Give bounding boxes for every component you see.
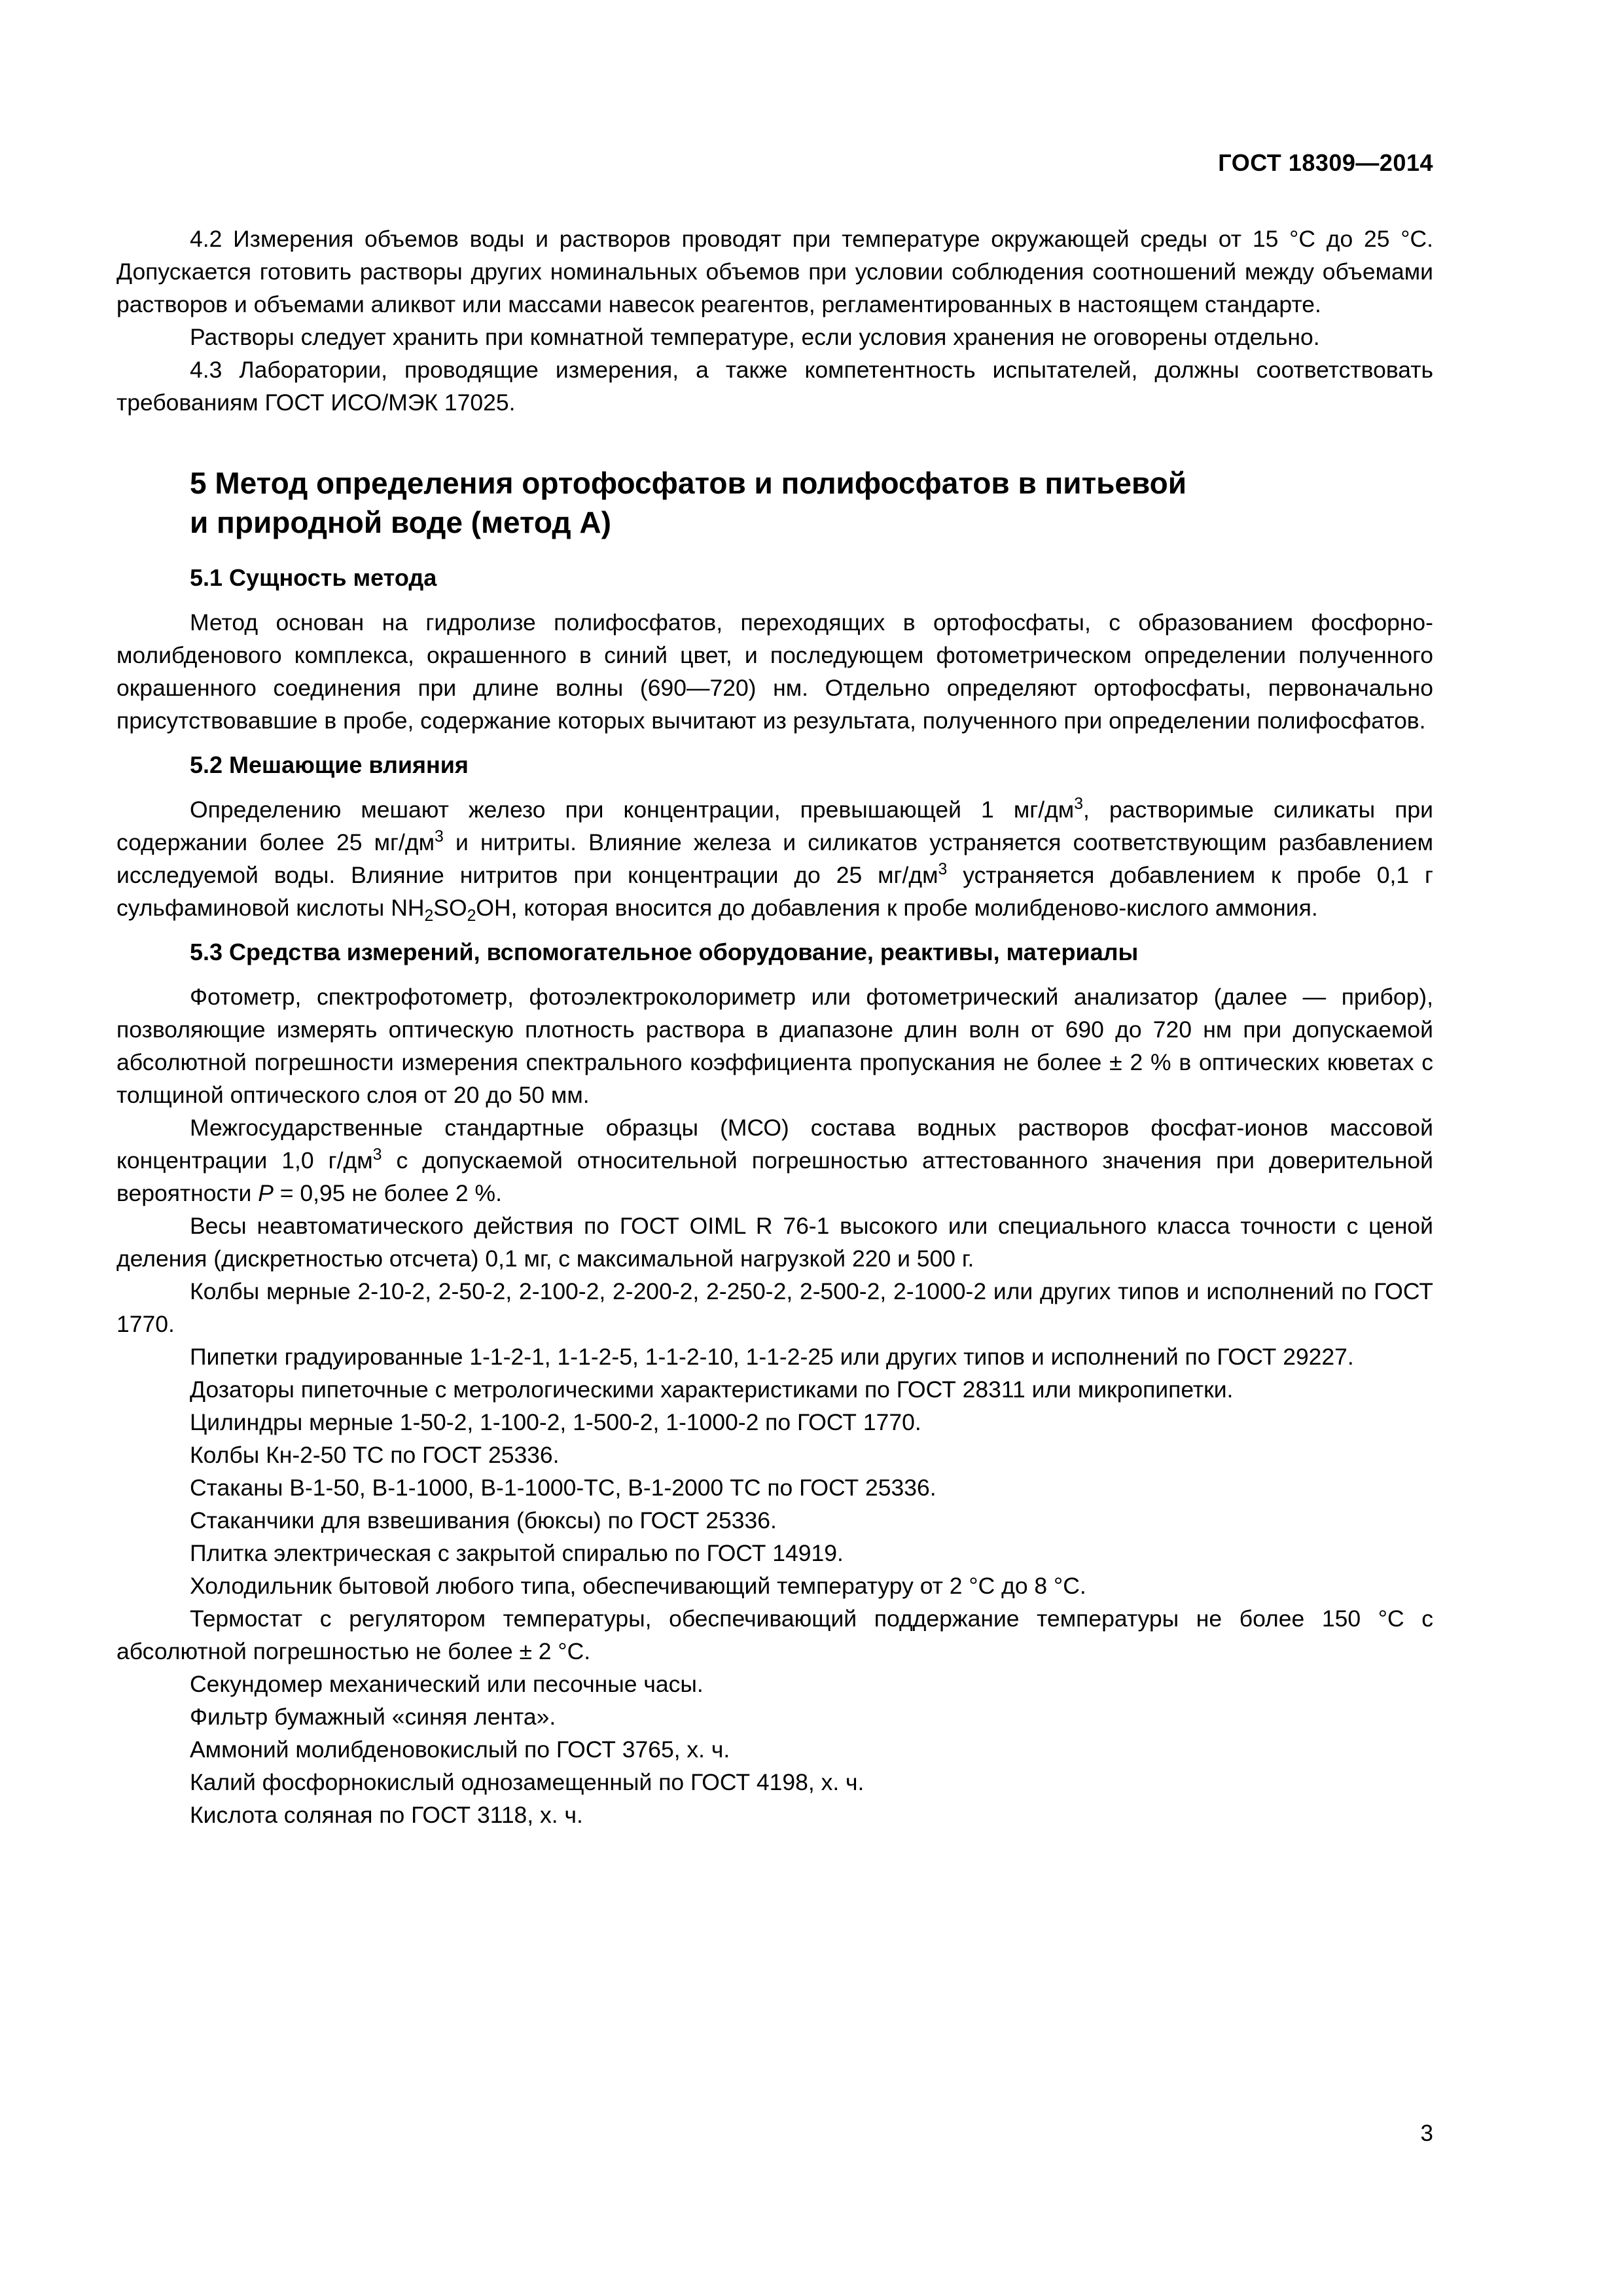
page-number: 3 (1420, 2121, 1433, 2146)
item-cylinders: Цилиндры мерные 1-50-2, 1-100-2, 1-500-2, 1-1000-2 по ГОСТ 1770. (190, 1409, 921, 1435)
item-photometer: Фотометр, спектрофотометр, фотоэлектроколориметр или фотометрический анализатор (далее — прибор), позволяющие измерять оптическую плотность раствора в диапазоне длин волн от 690 до 720 нм при допускаемой абсолютной погрешности измерения спектрального коэффициента пропускания не более ± 2 % в оптических кюветах с толщиной оптического слоя от 20 до 50 мм. (116, 984, 1433, 1108)
section-5-title (116, 463, 1433, 542)
document-header: ГОСТ 18309—2014 (1218, 149, 1433, 176)
section-5-3-title: 5.3 Средства измерений, вспомогательное оборудование, реактивы, материалы (190, 939, 1139, 965)
section-5-1-title: 5.1 Сущность метода (190, 564, 437, 591)
section-5-2-text: Определению мешают железо при концентрации, превышающей 1 $мг/дм^3$, растворимые силикаты при содержании более 25 $мг/дм^3$ и нитриты. Влияние железа и силикатов устраняется соответствующим разбавлением исследуемой воды. Влияние нитритов при концентрации до 25 $мг/дм^3$ устраняется добавлением к пробе 0,1 г сульфаминовой кислоты $NH_2SO_2OH$, которая вносится до добавления к пробе молибденово-кислого аммония. (116, 795, 1434, 925)
section-5-title-line1: 5 Метод определения ортофосфатов и полифосфатов в питьевой (190, 466, 1187, 500)
paragraph-4-2: 4.2 Измерения объемов воды и растворов проводят при температуре окружающей среды от 15 °С до 25 °С. Допускается готовить растворы других номинальных объемов при условии соблюдения соотношений между объемами растворов и объемами аликвот или массами навесок реагентов, регламентированных в настоящем стандарте. (116, 226, 1433, 317)
item-kn-flasks: Колбы Кн-2-50 ТС по ГОСТ 25336. (190, 1442, 560, 1468)
section-5-title-line2: и природной воде (метод А) (190, 505, 611, 539)
item-stopwatch: Секундомер механический или песочные часы. (190, 1671, 704, 1697)
item-filter: Фильтр бумажный «синяя лента». (190, 1704, 556, 1730)
item-hotplate: Плитка электрическая с закрытой спиралью по ГОСТ 14919. (190, 1540, 844, 1566)
item-thermostat: Термостат с регулятором температуры, обеспечивающий поддержание температуры не более 150 °С с абсолютной погрешностью не более ± 2 °С. (116, 1605, 1433, 1664)
section-5-1-text: Метод основан на гидролизе полифосфатов, переходящих в ортофосфаты, с образованием фосфорно-молибденового комплекса, окрашенного в синий цвет, и последующем фотометрическом определении полученного окрашенного соединения при длине волны (690—720) нм. Отдельно определяют ортофосфаты, первоначально присутствовавшие в пробе, содержание которых вычитают из результата, полученного при определении полифосфатов. (116, 609, 1433, 734)
item-beakers: Стаканы В-1-50, В-1-1000, В-1-1000-ТС, В-1-2000 ТС по ГОСТ 25336. (190, 1475, 936, 1501)
item-potassium: Калий фосфорнокислый однозамещенный по ГОСТ 4198, х. ч. (190, 1769, 865, 1795)
document-body (116, 223, 1433, 1831)
item-mso: Межгосударственные стандартные образцы (МСО) состава водных растворов фосфат-ионов массовой концентрации 1,0 $г/дм^3$ с допускаемой относительной погрешностью аттестованного значения при доверительной вероятности Р = 0,95 не более 2 %. (116, 1115, 1433, 1206)
item-scales: Весы неавтоматического действия по ГОСТ OIML R 76-1 высокого или специального класса точности с ценой деления (дискретностью отсчета) 0,1 мг, с максимальной нагрузкой 220 и 500 г. (116, 1213, 1433, 1272)
item-dispensers: Дозаторы пипеточные с метрологическими характеристиками по ГОСТ 28311 или микропипетки. (190, 1376, 1234, 1403)
item-weighing-bottles: Стаканчики для взвешивания (бюксы) по ГОСТ 25336. (190, 1507, 777, 1534)
paragraph-4-3: 4.3 Лаборатории, проводящие измерения, а также компетентность испытателей, должны соответствовать требованиям ГОСТ ИСО/МЭК 17025. (116, 357, 1433, 416)
section-5-2-title: 5.2 Мешающие влияния (190, 751, 469, 778)
paragraph-4-2-storage: Растворы следует хранить при комнатной температуре, если условия хранения не оговорены отдельно. (190, 324, 1320, 350)
item-flasks: Колбы мерные 2-10-2, 2-50-2, 2-100-2, 2-200-2, 2-250-2, 2-500-2, 2-1000-2 или других типов и исполнений по ГОСТ 1770. (116, 1278, 1433, 1337)
item-fridge: Холодильник бытовой любого типа, обеспечивающий температуру от 2 °С до 8 °С. (190, 1573, 1086, 1599)
item-hcl: Кислота соляная по ГОСТ 3118, х. ч. (190, 1802, 583, 1828)
item-pipettes: Пипетки градуированные 1-1-2-1, 1-1-2-5, 1-1-2-10, 1-1-2-25 или других типов и исполнений по ГОСТ 29227. (190, 1344, 1354, 1370)
item-ammonium: Аммоний молибденовокислый по ГОСТ 3765, х. ч. (190, 1736, 730, 1763)
